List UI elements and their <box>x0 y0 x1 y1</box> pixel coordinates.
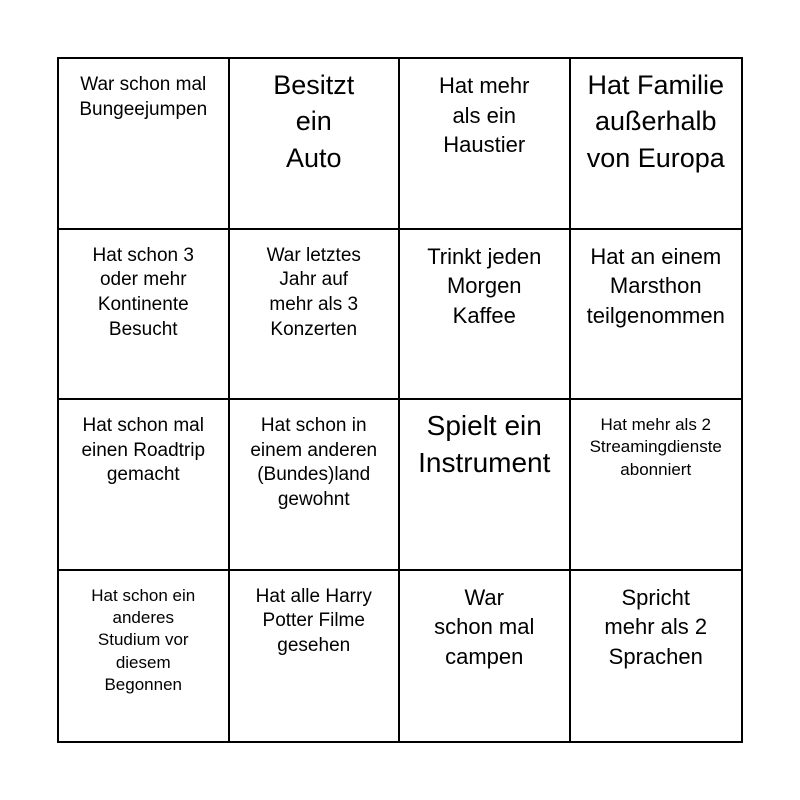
cell-text: Hat mehr als 2 Streamingdienste abonniert <box>589 415 722 479</box>
cell-text: Hat mehr als ein Haustier <box>439 73 530 158</box>
bingo-cell[interactable] <box>571 230 742 401</box>
bingo-cell[interactable] <box>571 571 742 742</box>
cell-text: Hat schon 3 oder mehr Kontinente Besucht <box>92 244 194 340</box>
cell-text: Hat schon mal einen Roadtrip gemacht <box>81 415 206 486</box>
bingo-cell[interactable] <box>230 400 401 571</box>
cell-text: Spielt ein Instrument <box>418 410 551 478</box>
bingo-cell[interactable] <box>59 571 230 742</box>
bingo-cell[interactable] <box>400 230 571 401</box>
bingo-cell[interactable] <box>59 59 230 230</box>
cell-text: Hat schon in einem anderen (Bundes)land gewohnt <box>250 415 378 511</box>
bingo-cell[interactable] <box>230 59 401 230</box>
cell-text: War letztes Jahr auf mehr als 3 Konzerten <box>266 244 361 340</box>
bingo-board <box>57 57 743 743</box>
cell-text: Trinkt jeden Morgen Kaffee <box>427 243 542 328</box>
cell-text: Hat Familie außerhalb von Europa <box>586 70 725 173</box>
bingo-cell[interactable] <box>571 400 742 571</box>
bingo-cell[interactable] <box>230 230 401 401</box>
cell-text: Spricht mehr als 2 Sprachen <box>604 584 708 669</box>
bingo-cell[interactable] <box>400 59 571 230</box>
bingo-cell[interactable] <box>59 400 230 571</box>
bingo-cell[interactable] <box>571 59 742 230</box>
bingo-cell[interactable] <box>400 400 571 571</box>
cell-text: Besitzt ein Auto <box>273 70 355 173</box>
bingo-cell[interactable] <box>230 571 401 742</box>
bingo-cell[interactable] <box>400 571 571 742</box>
cell-text: Hat schon ein anderes Studium vor diesem Begonnen <box>91 585 196 695</box>
bingo-cell[interactable] <box>59 230 230 401</box>
cell-text: Hat alle Harry Potter Filme gesehen <box>255 585 372 656</box>
cell-text: Hat an einem Marsthon teilgenommen <box>586 243 725 328</box>
cell-text: War schon mal Bungeejumpen <box>79 74 208 120</box>
cell-text: War schon mal campen <box>434 584 535 669</box>
